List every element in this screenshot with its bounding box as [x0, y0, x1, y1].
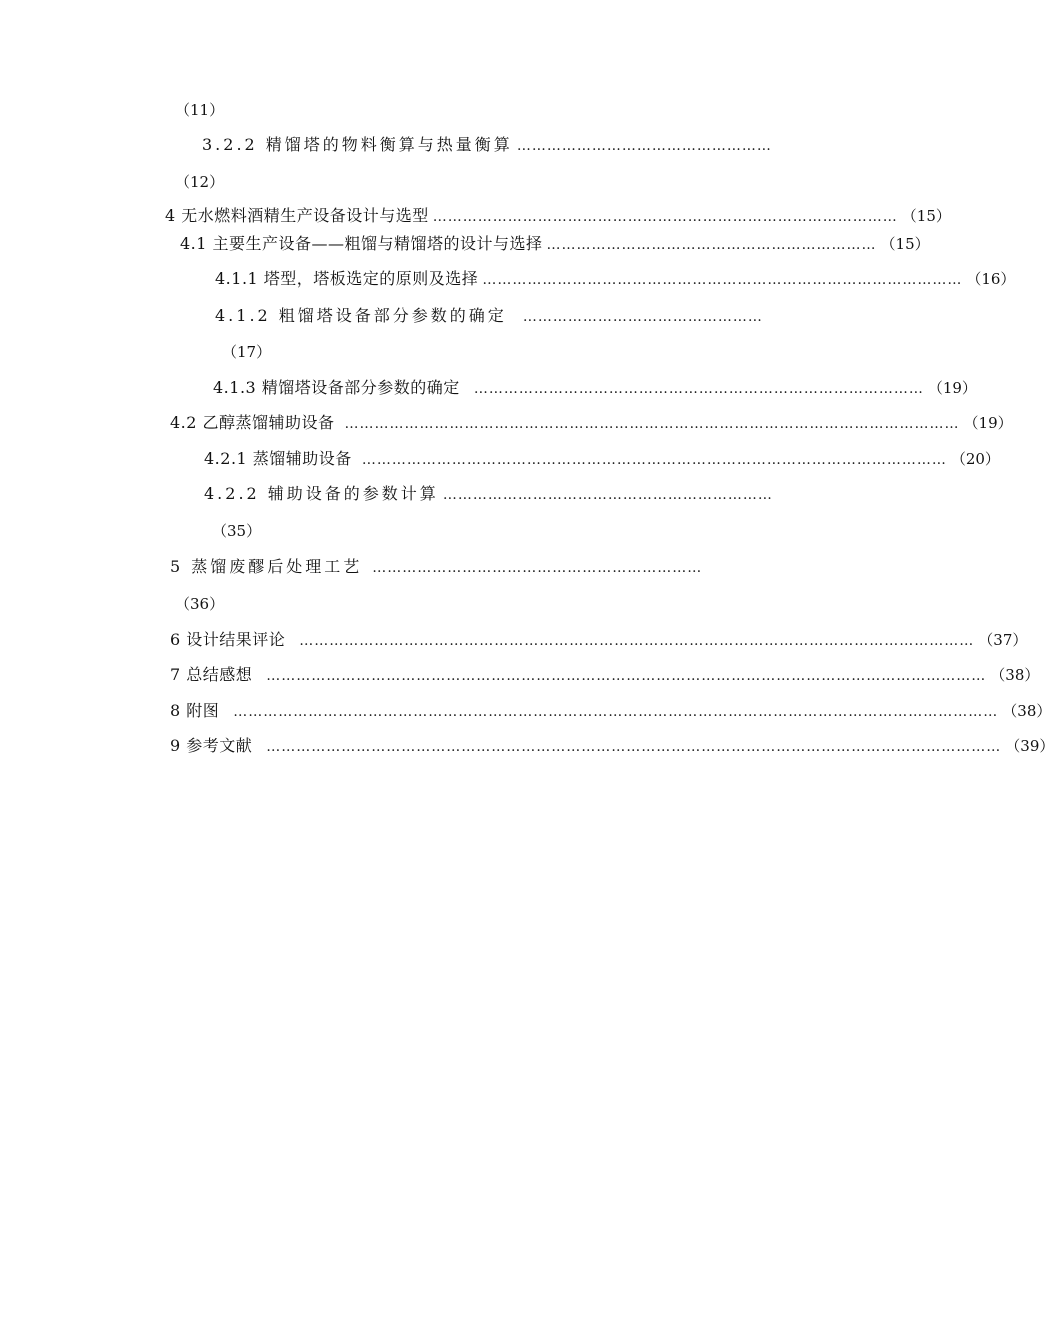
toc-entry-4-1-3[interactable] — [213, 376, 977, 400]
toc-entry-4-2-1[interactable] — [204, 447, 1000, 471]
toc-entry-7[interactable] — [170, 663, 1040, 687]
toc-page-number: （37） — [978, 631, 1028, 649]
toc-entry-title: 7 总结感想 — [170, 665, 253, 684]
toc-dot-leader: …………………………………………………………………………………… — [482, 272, 963, 288]
toc-entry-title: 8 附图 — [170, 701, 220, 720]
toc-entry-title: 6 设计结果评论 — [170, 630, 286, 649]
toc-dot-leader: ………………………………………………………………………………………………………………………………… — [266, 739, 1002, 755]
toc-entry-title: 3.2.2 精馏塔的物料衡算与热量衡算 — [202, 135, 513, 154]
toc-entry-title: 5 蒸馏废醪后处理工艺 — [170, 557, 363, 576]
toc-page-number-continuation: （35） — [212, 522, 262, 540]
toc-page-number: （39） — [1005, 737, 1054, 755]
toc-entry-title: 4 无水燃料酒精生产设备设计与选型 — [165, 206, 429, 225]
toc-entry-title: 4.1.1 塔型，塔板选定的原则及选择 — [215, 269, 479, 288]
toc-page-number: （15） — [901, 207, 951, 225]
toc-dot-leader: ……………………………………………………………………………………………………… — [361, 452, 947, 468]
toc-entry-title: 9 参考文献 — [170, 736, 253, 755]
toc-entry-5[interactable] — [170, 555, 837, 579]
toc-dot-leader: ……………………………………………………………………………… — [473, 381, 924, 397]
toc-entry-title: 4.1.3 精馏塔设备部分参数的确定 — [213, 378, 460, 397]
toc-entry-4[interactable] — [165, 204, 951, 228]
toc-entry-9[interactable] — [170, 734, 1054, 758]
toc-page-number: （19） — [963, 414, 1013, 432]
toc-page-number: （15） — [880, 235, 930, 253]
toc-dot-leader: …………………………………………… — [516, 138, 772, 154]
toc-dot-leader: ……………………………………………………………………………………………………………………………… — [266, 668, 987, 684]
toc-page-number-continuation: （17） — [222, 343, 272, 361]
toc-entry-8[interactable] — [170, 699, 1052, 723]
toc-entry-6[interactable] — [170, 628, 1028, 652]
toc-page-number: （16） — [966, 270, 1016, 288]
toc-dot-leader: ………………………………………………………………………………… — [432, 209, 898, 225]
toc-entry-title: 4.1 主要生产设备——粗馏与精馏塔的设计与选择 — [180, 234, 543, 253]
toc-entry-3-2-2[interactable] — [202, 133, 837, 157]
toc-entry-4-1-1[interactable] — [215, 267, 1016, 291]
toc-page-number: （19） — [927, 379, 977, 397]
toc-dot-leader: ………………………………………………………… — [442, 487, 773, 503]
toc-page-number: （20） — [950, 450, 1000, 468]
toc-page-number-continuation: （36） — [175, 595, 225, 613]
toc-page-number-continuation: （11） — [175, 101, 225, 119]
toc-dot-leader: ………………………………………… — [522, 309, 763, 325]
toc-dot-leader: ……………………………………………………………………………………………………………………… — [299, 633, 975, 649]
toc-dot-leader: ……………………………………………………………………………………………………………………………………… — [233, 704, 999, 720]
toc-entry-4-1[interactable] — [180, 232, 930, 256]
toc-page-number: （38） — [1002, 702, 1052, 720]
toc-dot-leader: ………………………………………………………… — [372, 560, 703, 576]
toc-page-number-continuation: （12） — [175, 173, 225, 191]
toc-entry-title: 4.2 乙醇蒸馏辅助设备 — [170, 413, 335, 432]
toc-entry-4-2[interactable] — [170, 411, 1013, 435]
toc-entry-4-2-2[interactable] — [204, 482, 837, 506]
toc-dot-leader: …………………………………………………………………………………………………………… — [344, 416, 960, 432]
toc-dot-leader: ………………………………………………………… — [546, 237, 877, 253]
toc-entry-title: 4.2.1 蒸馏辅助设备 — [204, 449, 352, 468]
toc-entry-title: 4.2.2 辅助设备的参数计算 — [204, 484, 439, 503]
toc-page-number: （38） — [990, 666, 1040, 684]
toc-entry-4-1-2[interactable] — [215, 304, 837, 328]
toc-entry-title: 4.1.2 粗馏塔设备部分参数的确定 — [215, 306, 507, 325]
